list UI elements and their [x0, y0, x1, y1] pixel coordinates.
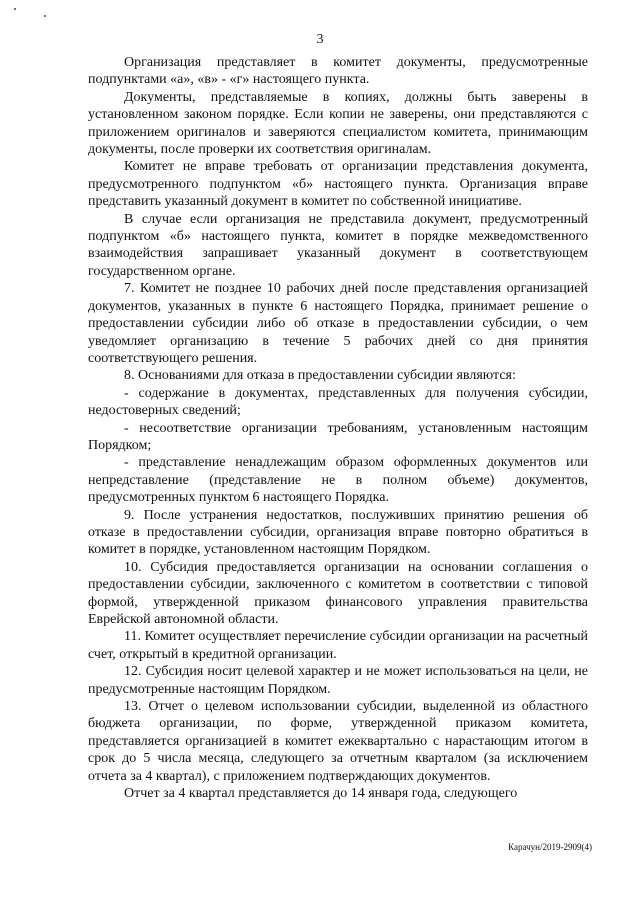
page-number: 3 — [316, 32, 324, 47]
paragraph: - несоответствие организации требованиям, установленным настоящим Порядком; — [88, 420, 588, 453]
document-body — [88, 54, 588, 802]
paragraph: Комитет не вправе требовать от организации представления документа, предусмотренного подпунктом «б» настоящего пункта. Организация вправе представить указанный документ в комитет по собственной инициативе. — [88, 159, 588, 210]
paragraph: 12. Субсидия носит целевой характер и не может использоваться на цели, не предусмотренные настоящим Порядком. — [88, 664, 588, 697]
paragraph: 7. Комитет не позднее 10 рабочих дней после представления организацией документов, указанных в пункте 6 настоящего Порядка, принимает решение о предоставлении субсидии либо об отказе в предоставлении субсидии, о чем уведомляет организацию в течение 5 рабочих дней со дня принятия соответствующего решения. — [88, 281, 588, 366]
paragraph: 13. Отчет о целевом использовании субсидии, выделенной из областного бюджета организации, по форме, утвержденной приказом комитета, представляется организацией в комитет ежеквартально с нарастающим итогом в срок до 5 числа месяца, следующего за отчетным кварталом (за исключением отчета за 4 квартал), с приложением подтверждающих документов. — [88, 699, 588, 784]
paragraph: Отчет за 4 квартал представляется до 14 января года, следующего — [124, 786, 518, 802]
paragraph: Документы, представляемые в копиях, должны быть заверены в установленном законом порядке. Если копии не заверены, они представляются с приложением оригиналов и заверяются специалистом комитета, принимающим документы, после проверки их соответствия оригиналам. — [88, 89, 588, 158]
paragraph: 11. Комитет осуществляет перечисление субсидии организации на расчетный счет, открытый в кредитной организации. — [88, 629, 588, 662]
document-code: Карачун/2019-2909(4) — [508, 842, 592, 852]
scan-speck — [44, 15, 46, 17]
paragraph: - содержание в документах, представленных для получения субсидии, недостоверных сведений; — [88, 385, 588, 419]
paragraph: 10. Субсидия предоставляется организации на основании соглашения о предоставлении субсидии, заключенного с комитетом в соответствии с типовой формой, утвержденной приказом финансового управления правительства Еврейской автономной области. — [88, 559, 588, 627]
paragraph: - представление ненадлежащим образом оформленных документов или непредставление (представление не в полном объеме) документов, предусмотренных пунктом 6 настоящего Порядка. — [88, 455, 588, 506]
paragraph: 8. Основаниями для отказа в предоставлении субсидии являются: — [124, 368, 516, 384]
scan-speck — [14, 8, 16, 10]
paragraph: Организация представляет в комитет документы, предусмотренные подпунктами «а», «в» - «г» настоящего пункта. — [88, 55, 588, 88]
paragraph: 9. После устранения недостатков, послуживших принятию решения об отказе в предоставлении субсидии, организация вправе повторно обратиться в комитет в порядке, установленном настоящим Порядком. — [88, 507, 588, 558]
paragraph: В случае если организация не представила документ, предусмотренный подпунктом «б» настоящего пункта, комитет в порядке межведомственного взаимодействия запрашивает указанный документ в соответствующем государственном органе. — [88, 211, 588, 279]
